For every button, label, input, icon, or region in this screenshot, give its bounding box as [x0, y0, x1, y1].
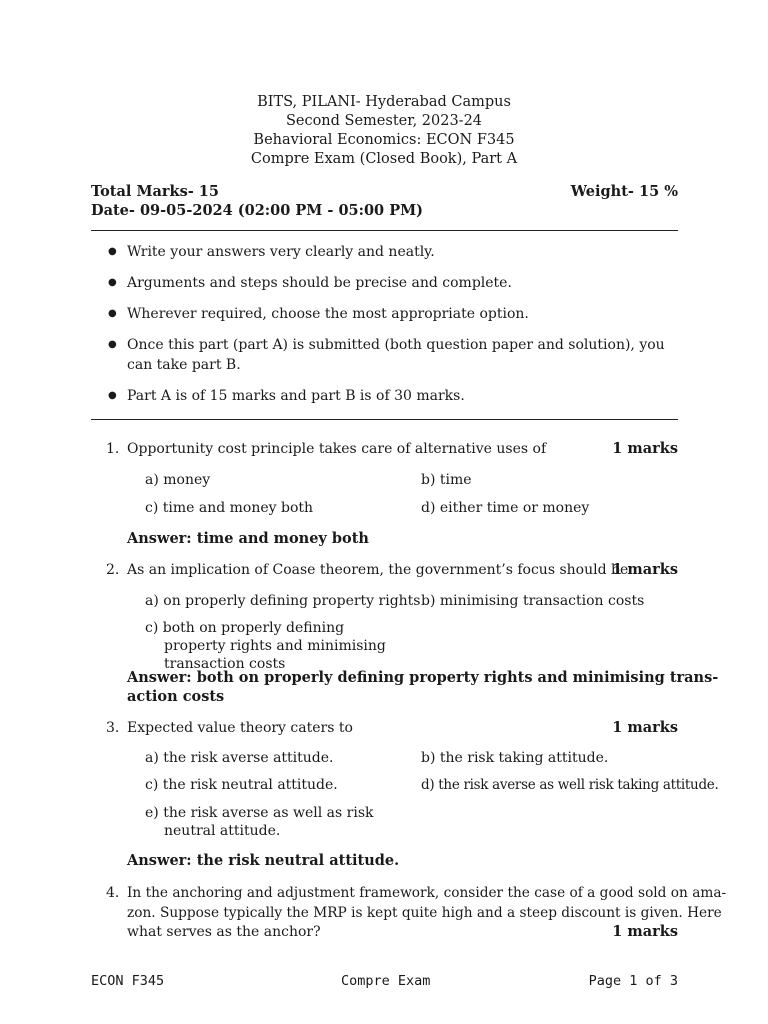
- question-number: 4.: [106, 885, 120, 901]
- option-a: a) the risk averse attitude.: [145, 750, 334, 766]
- bullet-icon: ●: [108, 308, 117, 319]
- instruction-item: ● Once this part (part A) is submitted (both question paper and solution), you can take part B.: [108, 337, 665, 373]
- option-a: a) money: [145, 472, 211, 488]
- answer-text: Answer: both on properly defining property rights and minimising trans-: [127, 669, 719, 686]
- question-marks: 1 marks: [612, 923, 678, 940]
- option-e: e) the risk averse as well as risk neutral attitude.: [145, 805, 374, 839]
- divider-top: [91, 230, 678, 231]
- bullet-icon: ●: [108, 277, 117, 288]
- institute-title: BITS, PILANI- Hyderabad Campus: [257, 94, 511, 110]
- question-text: Opportunity cost principle takes care of alternative uses of: [127, 441, 547, 457]
- option-b: b) time: [421, 472, 472, 488]
- bullet-icon: ●: [108, 390, 117, 401]
- footer-course-code: ECON F345: [91, 973, 165, 989]
- option-c: c) the risk neutral attitude.: [145, 777, 338, 793]
- question-text-line: In the anchoring and adjustment framework, consider the case of a good sold on ama-: [127, 885, 727, 901]
- answer-text: Answer: the risk neutral attitude.: [127, 852, 400, 869]
- option-a: a) on properly defining property rights: [145, 593, 421, 609]
- option-c: c) time and money both: [145, 500, 314, 516]
- option-b: b) the risk taking attitude.: [421, 750, 609, 766]
- exam-title: Compre Exam (Closed Book), Part A: [250, 151, 518, 167]
- bullet-icon: ●: [108, 339, 117, 350]
- question-marks: 1 marks: [612, 561, 678, 578]
- question-marks: 1 marks: [612, 719, 678, 736]
- question-marks: 1 marks: [612, 440, 678, 457]
- question-text-line: what serves as the anchor?: [127, 924, 321, 940]
- question-number: 3.: [106, 720, 120, 736]
- question-text-line: zon. Suppose typically the MRP is kept quite high and a steep discount is given. Here: [127, 905, 722, 921]
- total-marks: Total Marks- 15: [91, 183, 219, 200]
- instruction-item: ● Arguments and steps should be precise and complete.: [108, 275, 512, 291]
- instruction-item: ● Write your answers very clearly and neatly.: [108, 244, 435, 260]
- option-c: c) both on properly defining property rights and minimising transaction costs: [145, 620, 386, 672]
- option-d: d) either time or money: [421, 500, 590, 516]
- divider-bottom: [91, 419, 678, 420]
- question-text: Expected value theory caters to: [127, 720, 353, 736]
- question-number: 1.: [106, 441, 120, 457]
- semester-title: Second Semester, 2023-24: [285, 113, 483, 129]
- option-d: d) the risk averse as well risk taking attitude.: [421, 777, 719, 793]
- exam-header: [0, 93, 768, 169]
- instruction-item: ● Part A is of 15 marks and part B is of 30 marks.: [108, 388, 465, 404]
- question-number: 2.: [106, 562, 120, 578]
- question-4: [91, 883, 727, 943]
- option-b: b) minimising transaction costs: [421, 593, 645, 609]
- answer-text: Answer: time and money both: [127, 530, 369, 547]
- weight: Weight- 15 %: [570, 183, 678, 200]
- question-text: As an implication of Coase theorem, the government’s focus should be: [127, 562, 629, 578]
- footer-page-number: Page 1 of 3: [588, 973, 678, 989]
- footer-exam-name: Compre Exam: [341, 973, 431, 989]
- bullet-icon: ●: [108, 246, 117, 257]
- course-title: Behavioral Economics: ECON F345: [253, 132, 515, 148]
- exam-date: Date- 09-05-2024 (02:00 PM - 05:00 PM): [91, 202, 424, 219]
- answer-text: action costs: [127, 688, 225, 705]
- instruction-item: ● Wherever required, choose the most appropriate option.: [108, 306, 529, 322]
